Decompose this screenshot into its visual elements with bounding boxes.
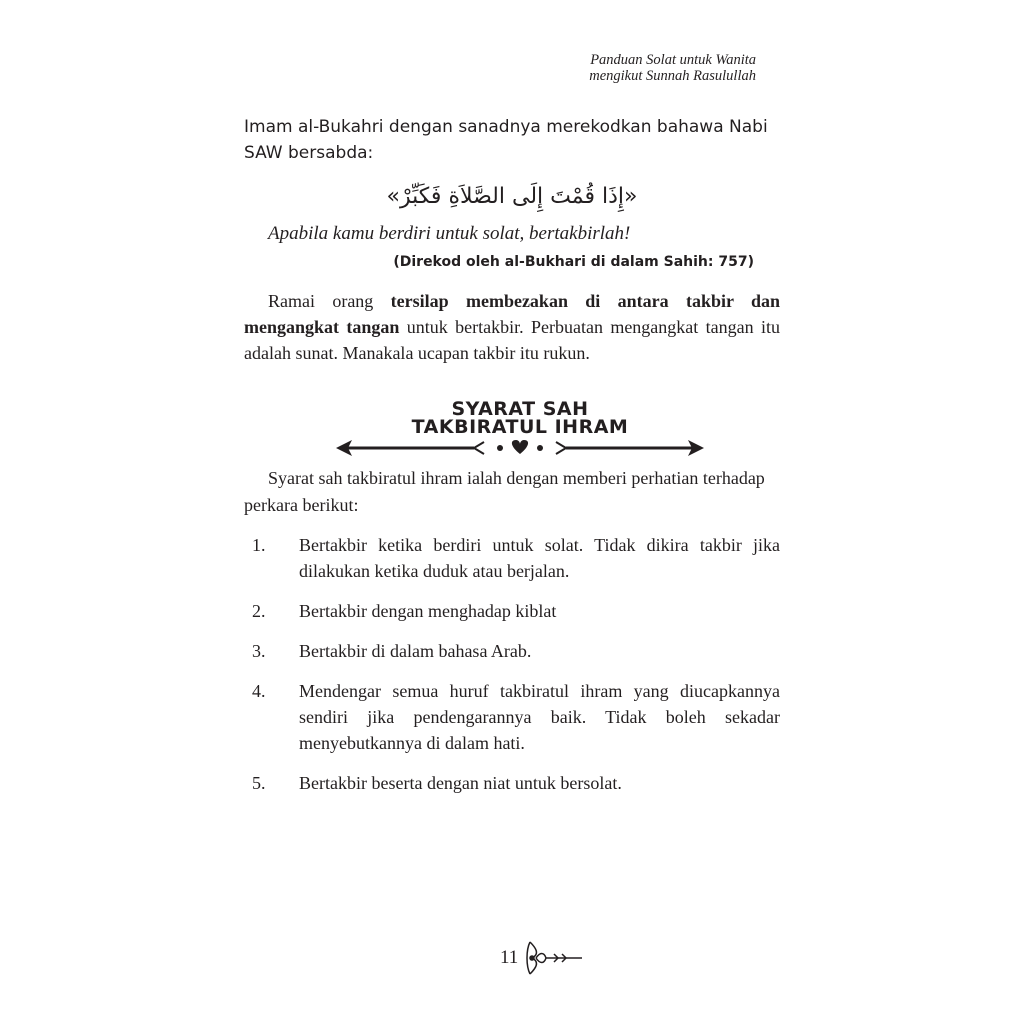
paragraph-part-1: Ramai orang (268, 291, 391, 311)
paragraph-part-2: untuk bertakbir. Perbuatan mengangkat tangan itu adalah sunat. Manakala ucapan takbir itu rukun. (244, 317, 781, 363)
page-footer (500, 938, 586, 978)
running-head (589, 52, 756, 84)
list-item-number: 5. (252, 773, 266, 793)
intro-text: Imam al-Bukahri dengan sanadnya merekodkan bahawa Nabi SAW bersabda: (244, 117, 768, 163)
list-item (244, 598, 780, 624)
list-item-number: 4. (252, 681, 266, 701)
takbir-paragraph (244, 288, 780, 366)
paragraph-bold: tersilap membezakan di antara takbir dan mengangkat tangan (244, 291, 780, 337)
list-item-text: Bertakbir di dalam bahasa Arab. (299, 641, 532, 661)
list-item-text: Bertakbir ketika berdiri untuk solat. Tidak dikira takbir jika dilakukan ketika duduk atau berjalan. (299, 535, 780, 581)
section-heading-line-2: TAKBIRATUL IHRAM (411, 416, 629, 438)
running-head-line-2: mengikut Sunnah Rasulullah (589, 68, 756, 84)
section-heading (336, 400, 704, 436)
list-item-number: 1. (252, 535, 266, 555)
conditions-list (244, 532, 780, 810)
running-head-line-1: Panduan Solat untuk Wanita (590, 52, 756, 68)
page-number: 11 (500, 947, 519, 968)
list-item (244, 678, 780, 756)
list-item-number: 2. (252, 601, 266, 621)
list-item (244, 638, 780, 664)
hadith-arabic: «إِذَا قُمْتَ إِلَى الصَّلاَةِ فَكَبِّرْ» (386, 184, 638, 209)
section-intro (244, 465, 780, 519)
heading-ornament (334, 434, 706, 462)
section-heading-line-1: SYARAT SAH (451, 398, 589, 420)
hadith-citation: (Direkod oleh al-Bukhari di dalam Sahih: 757) (393, 254, 754, 270)
hadith-translation: Apabila kamu berdiri untuk solat, bertakbirlah! (268, 223, 631, 244)
list-item-text: Mendengar semua huruf takbiratul ihram yang diucapkannya sendiri jika pendengarannya baik. Tidak boleh sekadar menyebutkannya di dalam hati. (299, 681, 780, 753)
list-item (244, 770, 780, 796)
list-item (244, 532, 780, 584)
list-item-text: Bertakbir beserta dengan niat untuk bersolat. (299, 773, 622, 793)
flourish-icon (522, 938, 586, 978)
list-item-text: Bertakbir dengan menghadap kiblat (299, 601, 557, 621)
list-item-number: 3. (252, 641, 266, 661)
section-intro-text: Syarat sah takbiratul ihram ialah dengan memberi perhatian terhadap perkara berikut: (244, 468, 765, 515)
